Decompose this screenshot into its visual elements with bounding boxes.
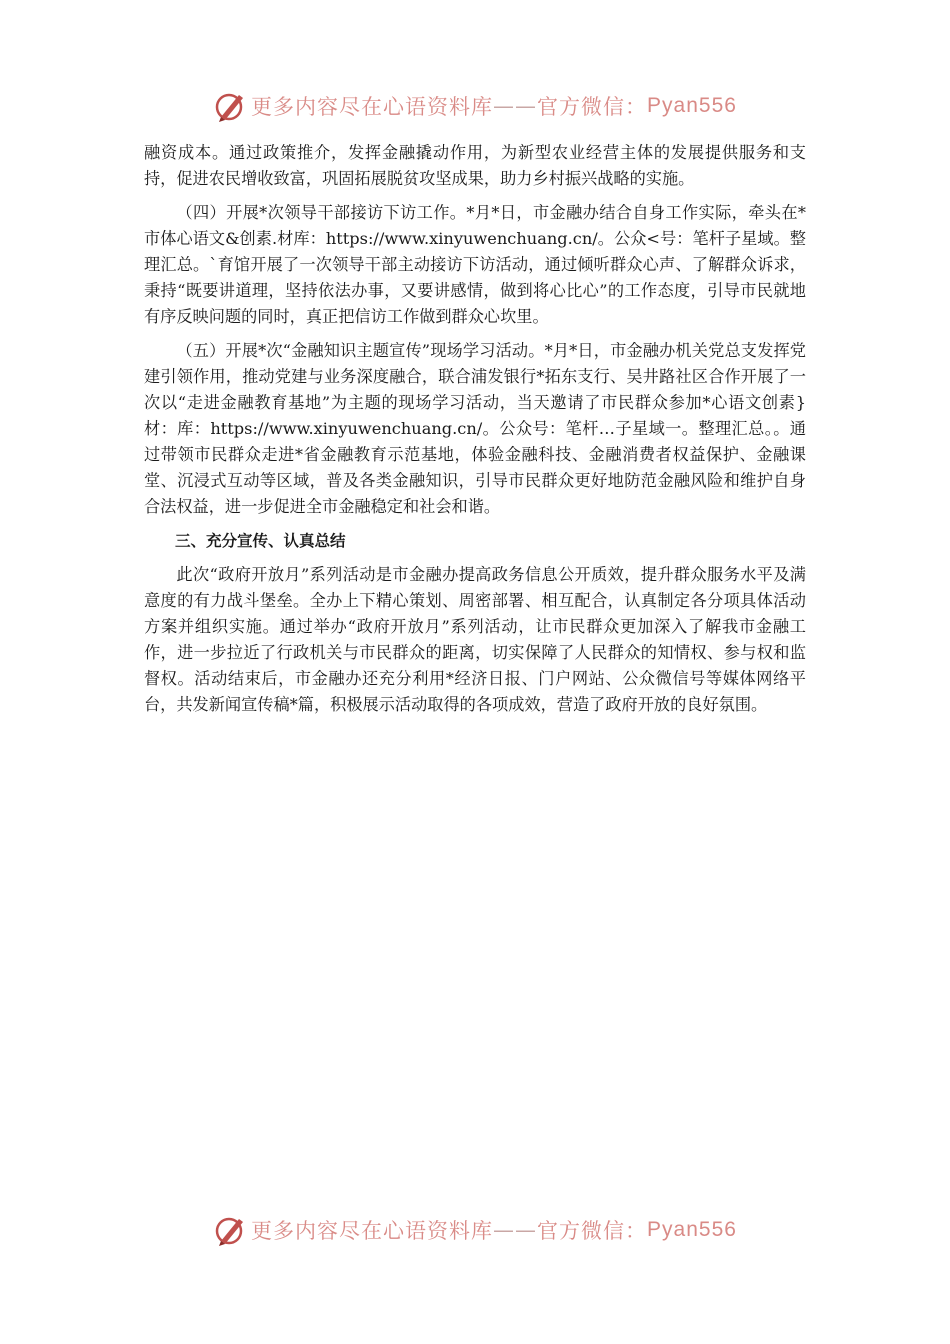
footer-banner — [0, 1210, 950, 1250]
banner-text: 更多内容尽在心语资料库 — [251, 1219, 494, 1243]
banner-wechat-id: Pyan556 — [647, 1218, 737, 1241]
header-banner — [0, 86, 950, 126]
section-heading: 三、充分宣传、认真总结 — [175, 532, 346, 550]
banner-text: 更多内容尽在心语资料库 — [251, 95, 494, 119]
paragraph-item-four: （四）开展*次领导干部接访下访工作。*月*日，市金融办结合自身工作实际，牵头在*市体心语文&创素.材库：https://www.xinyuwenchuang.cn/。公众<号：笔杆子星域。整理汇总。`育馆开展了一次领导干部主动接访下访活动，通过倾听群众心声、了解群众诉求，秉持“既要讲道理，坚持依法办事，又要讲感情，做到将心比心”的工作态度，引导市民就地有序反映问题的同时，真正把信访工作做到群众心坎里。 — [144, 203, 806, 326]
pen-logo-icon — [213, 89, 247, 123]
banner-separator: —— — [493, 1218, 538, 1242]
banner-label: 官方微信： — [537, 1219, 648, 1243]
banner-separator: —— — [493, 94, 538, 118]
document-body — [144, 140, 806, 726]
pen-logo-icon — [213, 1213, 247, 1247]
paragraph-summary: 此次“政府开放月”系列活动是市金融办提高政务信息公开质效，提升群众服务水平及满意度的有力战斗堡垒。全办上下精心策划、周密部署、相互配合，认真制定各分项具体活动方案并组织实施。通过举办“政府开放月”系列活动，让市民群众更加深入了解我市金融工作，进一步拉近了行政机关与市民群众的距离，切实保障了人民群众的知情权、参与权和监督权。活动结束后，市金融办还充分利用*经济日报、门户网站、公众微信号等媒体网络平台，共发新闻宣传稿*篇，积极展示活动取得的各项成效，营造了政府开放的良好氛围。 — [144, 565, 806, 714]
banner-label: 官方微信： — [537, 95, 648, 119]
paragraph-continuation: 融资成本。通过政策推介，发挥金融撬动作用，为新型农业经营主体的发展提供服务和支持，促进农民增收致富，巩固拓展脱贫攻坚成果，助力乡村振兴战略的实施。 — [144, 143, 806, 188]
banner-wechat-id: Pyan556 — [647, 94, 737, 117]
paragraph-item-five: （五）开展*次“金融知识主题宣传”现场学习活动。*月*日，市金融办机关党总支发挥党建引领作用，推动党建与业务深度融合，联合浦发银行*拓东支行、吴井路社区合作开展了一次以“走进金融教育基地”为主题的现场学习活动，当天邀请了市民群众参加*心语文创素}材：库：https://www.xinyuwenchuang.cn/。公众号：笔杆…子星域一。整理汇总。。通过带领市民群众走进*省金融教育示范基地，体验金融科技、金融消费者权益保护、金融课堂、沉浸式互动等区域，普及各类金融知识，引导市民群众更好地防范金融风险和维护自身合法权益，进一步促进全市金融稳定和社会和谐。 — [144, 341, 806, 516]
